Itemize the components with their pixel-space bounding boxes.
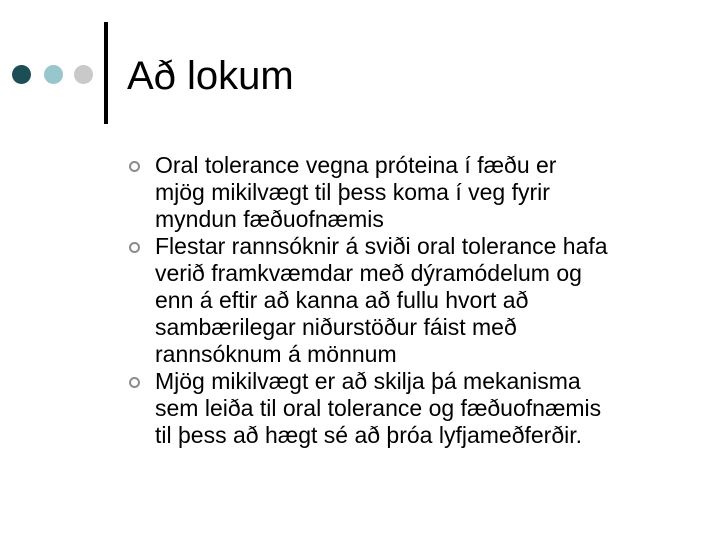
- bullet-text-line: til þess að hægt sé að þróa lyfjameðferðir.: [155, 422, 583, 448]
- bullet-list: [124, 152, 694, 449]
- bullet-text-line: mjög mikilvægt til þess koma í veg fyrir: [155, 179, 550, 205]
- dot-dark-teal: [12, 65, 31, 84]
- bullet-icon: [129, 377, 140, 388]
- bullet-text-line: sambærilegar niðurstöður fáist með: [155, 314, 517, 340]
- slide-title: Að lokum: [127, 54, 294, 98]
- bullet-item: [124, 233, 694, 368]
- bullet-icon: [129, 161, 140, 172]
- bullet-item: [124, 368, 694, 449]
- bullet-text-line: rannsóknum á mönnum: [155, 341, 397, 367]
- bullet-text-line: verið framkvæmdar með dýramódelum og: [155, 260, 582, 286]
- bullet-text-line: Oral tolerance vegna próteina í fæðu er: [155, 152, 557, 178]
- bullet-text-line: enn á eftir að kanna að fullu hvort að: [155, 287, 529, 313]
- bullet-text-line: Flestar rannsóknir á sviði oral tolerance hafa: [155, 233, 608, 259]
- title-divider: [104, 22, 108, 124]
- bullet-text-line: Mjög mikilvægt er að skilja þá mekanisma: [155, 368, 581, 394]
- dot-light-teal: [44, 65, 63, 84]
- bullet-text-line: myndun fæðuofnæmis: [155, 206, 384, 232]
- dot-gray: [74, 65, 93, 84]
- bullet-icon: [129, 242, 140, 253]
- decorative-dots: [8, 62, 98, 88]
- bullet-text-line: sem leiða til oral tolerance og fæðuofnæmis: [155, 395, 602, 421]
- bullet-item: [124, 152, 694, 233]
